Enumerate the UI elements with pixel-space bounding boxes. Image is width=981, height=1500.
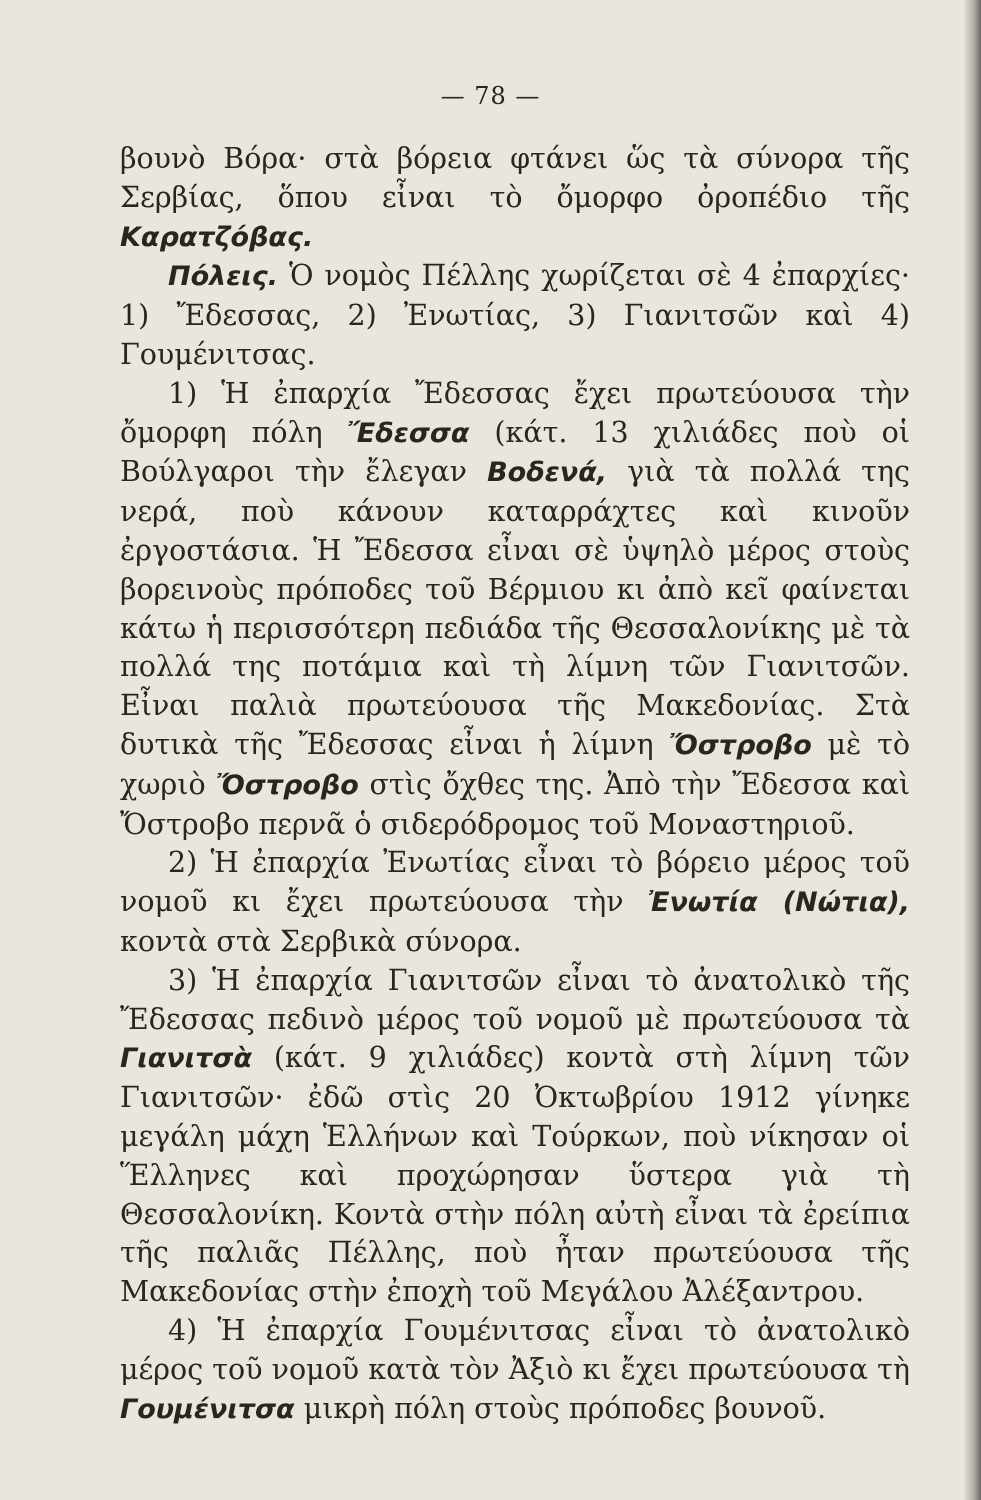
text-run: κοντὰ στὰ Σερβικὰ σύνορα. [120, 924, 522, 958]
emphasized-term: Ὄστροβο [216, 769, 359, 801]
paragraph-p1 [120, 140, 910, 257]
body-text [120, 140, 910, 1429]
text-run: στὶς ὄχθες της. Ἀπὸ τὴν Ἔδεσσα καὶ Ὄστροβο περνᾶ ὁ σιδερόδρομος τοῦ Μοναστηριοῦ. [120, 767, 910, 841]
text-run: (κάτ. 13 χιλιάδες ποὺ οἱ Βούλγαροι τὴν ἔλεγαν [120, 415, 910, 489]
page-number: — 78 — [440, 82, 541, 110]
text-run: 2) Ἡ ἐπαρχία Ἐνωτίας εἶναι τὸ βόρειο μέρος τοῦ νομοῦ κι ἔχει πρωτεύουσα τὴν [120, 846, 910, 919]
emphasized-term: Βοδενά, [487, 457, 607, 489]
text-run: 1) Ἡ ἐπαρχία Ἔδεσσας ἔχει πρωτεύουσα τὴν ὄμορφη πόλη [120, 376, 910, 449]
emphasized-term: Ὄστροβο [669, 729, 812, 761]
paragraph-p5 [120, 962, 910, 1312]
paragraph-p4 [120, 844, 910, 961]
emphasized-term: Γιανιτσὰ [120, 1043, 252, 1075]
text-run: μικρὴ πόλη στοὺς πρόποδες βουνοῦ. [294, 1391, 827, 1425]
text-run: γιὰ τὰ πολλά της νερά, ποὺ κάνουν καταρράχτες καὶ κινοῦν ἐργοστάσια. Ἡ Ἔδεσσα εἶναι σὲ ὑψηλὸ μέρος στοὺς βορεινοὺς πρόποδες τοῦ Βέρμιου κι ἀπὸ κεῖ φαίνεται κάτω ἡ περισσότερη πεδιάδα τῆς Θεσσαλονίκης μὲ τὰ πολλά της ποτάμια καὶ τὴ λίμνη τῶν Γιανιτσῶν. Εἶναι παλιὰ πρωτεύουσα τῆς Μακεδονίας. Στὰ δυτικὰ τῆς Ἔδεσσας εἶναι ἡ λίμνη [120, 455, 910, 761]
emphasized-term: Πόλεις. [168, 261, 279, 293]
text-run: (κάτ. 9 χιλιάδες) κοντὰ στὴ λίμνη τῶν Γιανιτσῶν· ἐδῶ στὶς 20 Ὀκτωβρίου 1912 γίνηκε μεγάλη μάχη Ἑλλήνων καὶ Τούρκων, ποὺ νίκησαν οἱ Ἕλληνες καὶ προχώρησαν ὕστερα γιὰ τὴ Θεσσαλονίκη. Κοντὰ στὴν πόλη αὐτὴ εἶναι τὰ ἐρείπια τῆς παλιᾶς Πέλλης, ποὺ ἦταν πρωτεύουσα τῆς Μακεδονίας στὴν ἐποχὴ τοῦ Μεγάλου Ἀλέξαντρου. [120, 1041, 910, 1309]
emphasized-term: Καρατζόβας. [120, 221, 314, 253]
paragraph-p2 [120, 257, 910, 374]
text-run: Ὁ νομὸς Πέλλης χωρίζεται σὲ 4 ἐπαρχίες· 1) Ἔδεσσας, 2) Ἐνωτίας, 3) Γιανιτσῶν καὶ 4) Γουμένιτσας. [120, 259, 910, 371]
text-run: βουνὸ Βόρα· στὰ βόρεια φτάνει ὥς τὰ σύνορα τῆς Σερβίας, ὅπου εἶναι τὸ ὄμορφο ὀροπέδιο τῆς [120, 142, 910, 214]
emphasized-term: Ἐνωτία (Νώτια), [648, 887, 910, 919]
emphasized-term: Γουμένιτσα [120, 1393, 295, 1425]
page-edge-shadow [963, 0, 981, 1500]
emphasized-term: Ἔδεσσα [347, 417, 470, 449]
text-run: 4) Ἡ ἐπαρχία Γουμένιτσας εἶναι τὸ ἀνατολικὸ μέρος τοῦ νομοῦ κατὰ τὸν Ἀξιὸ κι ἔχει πρωτεύουσα τὴ [120, 1313, 910, 1386]
paragraph-p6 [120, 1312, 910, 1429]
text-run: 3) Ἡ ἐπαρχία Γιανιτσῶν εἶναι τὸ ἀνατολικὸ τῆς Ἔδεσσας πεδινὸ μέρος τοῦ νομοῦ μὲ πρωτεύουσα τὰ [120, 963, 910, 1036]
text-run: μὲ τὸ χωριὸ [120, 727, 910, 801]
paragraph-p3 [120, 375, 910, 845]
